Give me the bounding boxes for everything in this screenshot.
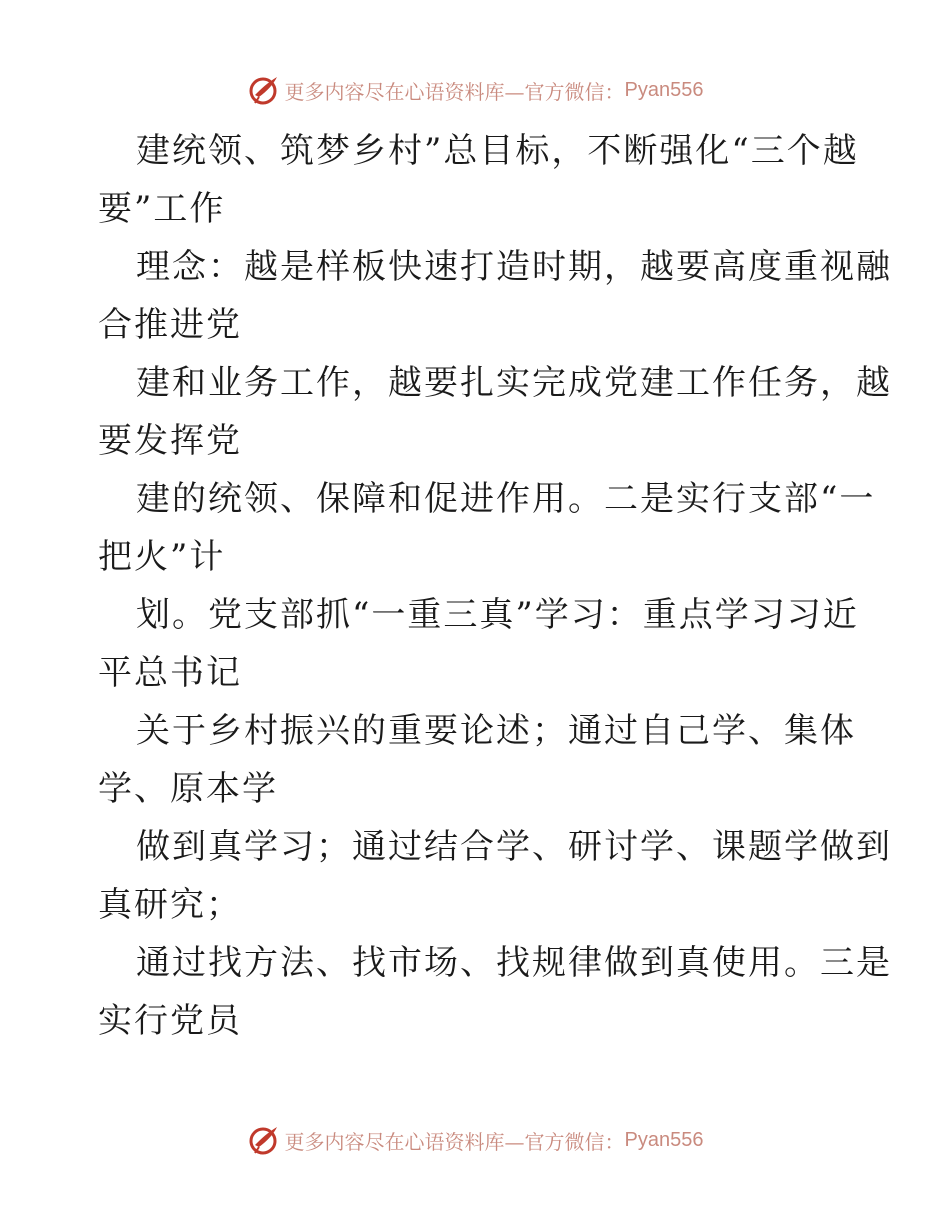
text-line: 合推进党 (98, 305, 242, 345)
text-line: 建统领、筑梦乡村”总目标，不断强化“三个越 (136, 131, 859, 171)
watermark-wechat-id: Pyan556 (624, 78, 704, 101)
document-body (98, 122, 892, 1050)
header-watermark (0, 70, 950, 110)
text-line: 通过找方法、找市场、找规律做到真使用。三是 (136, 943, 892, 983)
text-line: 学、原本学 (98, 769, 278, 809)
watermark-text: 更多内容尽在心语资料库—官方微信： (284, 1129, 625, 1154)
text-line: 实行党员 (98, 1001, 242, 1041)
quill-circle-icon (247, 1123, 281, 1157)
footer-watermark (0, 1120, 950, 1160)
watermark-text: 更多内容尽在心语资料库—官方微信： (284, 79, 625, 104)
text-line: 划。党支部抓“一重三真”学习：重点学习习近 (136, 595, 859, 635)
text-line: 建和业务工作，越要扎实完成党建工作任务，越 (136, 363, 892, 403)
text-line: 关于乡村振兴的重要论述；通过自己学、集体 (136, 711, 856, 751)
text-line: 真研究； (98, 885, 242, 925)
text-line: 建的统领、保障和促进作用。二是实行支部“一 (136, 479, 876, 519)
text-line: 理念：越是样板快速打造时期，越要高度重视融 (136, 247, 892, 287)
quill-circle-icon (247, 73, 281, 107)
text-line: 把火”计 (98, 537, 226, 577)
watermark-wechat-id: Pyan556 (624, 1128, 704, 1151)
text-line: 要发挥党 (98, 421, 242, 461)
text-line: 要”工作 (98, 189, 226, 229)
text-line: 做到真学习；通过结合学、研讨学、课题学做到 (136, 827, 892, 867)
text-line: 平总书记 (98, 653, 242, 693)
